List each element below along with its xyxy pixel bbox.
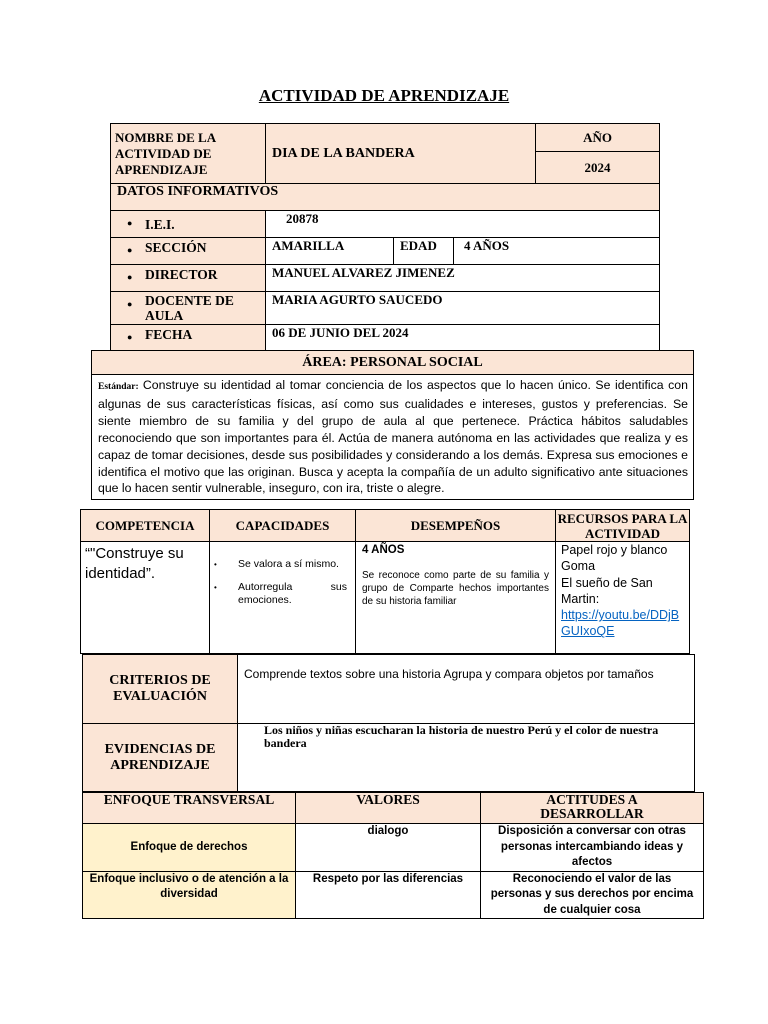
datos-heading: DATOS INFORMATIVOS bbox=[111, 184, 660, 211]
datos-table bbox=[110, 123, 660, 351]
evidencias-label: EVIDENCIAS DE APRENDIZAJE bbox=[83, 724, 238, 792]
video-link[interactable]: https://youtu.be/DDjBGUIxoQE bbox=[561, 608, 680, 639]
bullet-icon: ● bbox=[127, 272, 133, 282]
recursos-cell bbox=[556, 542, 690, 654]
year-label: AÑO bbox=[536, 124, 660, 152]
actitud-cell: Reconociendo el valor de las personas y sus derechos por encima de cualquier cosa bbox=[481, 871, 704, 919]
enfoque-cell: Enfoque inclusivo o de atención a la diversidad bbox=[83, 871, 296, 919]
desempeno-text: Se reconoce como parte de su familia y grupo de Comparte hechos importantes de su historia familiar bbox=[362, 570, 549, 607]
competencias-table bbox=[80, 509, 690, 654]
estandar-text: Construye su identidad al tomar conciencia de los aspectos que lo hacen único. Se identifica con algunas de sus características físicas, así como sus cualidades e intereses, gustos y preferencias. Se siente miembro de su familia y del grupo de aula al que pertenece. Práctica hábitos saludables reconociendo que son importantes para él. Actúa de manera autónoma en las actividades que realiza y es capaz de tomar decisiones, desde sus posibilidades y considerando a los demás. Expresa sus emociones e identifica el motivo que las originan. Busca y acepta la compañía de un adulto significativo ante situaciones que lo hacen sentir vulnerable, inseguro, con ira, triste o alegre. bbox=[98, 378, 688, 496]
estandar-cell bbox=[92, 375, 694, 500]
recurso-item: Papel rojo y blanco bbox=[561, 543, 668, 557]
docente-value: MARIA AGURTO SAUCEDO bbox=[266, 292, 660, 325]
valor-cell: dialogo bbox=[296, 824, 481, 872]
year-value: 2024 bbox=[536, 152, 660, 184]
iei-value: 20878 bbox=[266, 211, 660, 238]
activity-name-label: NOMBRE DE LA ACTIVIDAD DE APRENDIZAJE bbox=[111, 124, 266, 184]
document-title: ACTIVIDAD DE APRENDIZAJE bbox=[258, 86, 510, 105]
edad-label: EDAD bbox=[394, 238, 454, 265]
activity-name-value: DIA DE LA BANDERA bbox=[266, 124, 536, 184]
bullet-icon: ● bbox=[127, 299, 133, 309]
recurso-item: Goma bbox=[561, 559, 596, 574]
actitudes-header: ACTITUDES A DESARROLLAR bbox=[481, 793, 704, 824]
enfoque-header: ENFOQUE TRANSVERSAL bbox=[83, 793, 296, 824]
valores-header: VALORES bbox=[296, 793, 481, 824]
seccion-label: ● SECCIÓN bbox=[111, 238, 266, 265]
enfoque-cell: Enfoque de derechos bbox=[83, 824, 296, 872]
area-table bbox=[91, 350, 694, 500]
criterios-label: CRITERIOS DE EVALUACIÓN bbox=[83, 655, 238, 724]
director-value: MANUEL ALVAREZ JIMENEZ bbox=[266, 265, 660, 292]
competencia-cell: “"Construye su identidad”. bbox=[81, 542, 210, 654]
capacidades-cell bbox=[210, 542, 356, 654]
competencia-header: COMPETENCIA bbox=[81, 510, 210, 542]
desempeno-edad: 4 AÑOS bbox=[362, 544, 405, 556]
estandar-label: Estándar: bbox=[98, 382, 139, 392]
edad-value: 4 AÑOS bbox=[454, 238, 660, 265]
desempenos-cell bbox=[356, 542, 556, 654]
valor-cell: Respeto por las diferencias bbox=[296, 871, 481, 919]
criterios-table bbox=[82, 654, 695, 792]
bullet-icon: ● bbox=[127, 245, 133, 255]
bullet-icon: ● bbox=[127, 218, 133, 228]
seccion-value: AMARILLA bbox=[266, 238, 394, 265]
fecha-value: 06 DE JUNIO DEL 2024 bbox=[266, 325, 660, 351]
bullet-icon: • bbox=[214, 560, 217, 569]
capacidad-item: • Autorregula sus emociones. bbox=[214, 581, 347, 606]
evidencias-text: Los niños y niñas escucharan la historia de nuestro Perú y el color de nuestra bandera bbox=[238, 724, 695, 792]
recurso-item: El sueño de San Martin: bbox=[561, 575, 653, 606]
docente-label: ● DOCENTE DE AULA bbox=[111, 292, 266, 325]
area-heading: ÁREA: PERSONAL SOCIAL bbox=[92, 351, 694, 375]
fecha-label: ● FECHA bbox=[111, 325, 266, 351]
recursos-header: RECURSOS PARA LA ACTIVIDAD bbox=[556, 510, 690, 542]
capacidades-header: CAPACIDADES bbox=[210, 510, 356, 542]
capacidad-item: • Se valora a sí mismo. bbox=[214, 558, 339, 570]
bullet-icon: ● bbox=[127, 332, 133, 342]
criterios-text: Comprende textos sobre una historia Agrupa y compara objetos por tamaños bbox=[238, 655, 695, 724]
enfoques-table bbox=[82, 792, 704, 919]
bullet-icon: • bbox=[214, 583, 217, 592]
director-label: ● DIRECTOR bbox=[111, 265, 266, 292]
iei-label: ● I.E.I. bbox=[111, 211, 266, 238]
actitud-cell: Disposición a conversar con otras personas intercambiando ideas y afectos bbox=[481, 824, 704, 872]
desempenos-header: DESEMPEÑOS bbox=[356, 510, 556, 542]
